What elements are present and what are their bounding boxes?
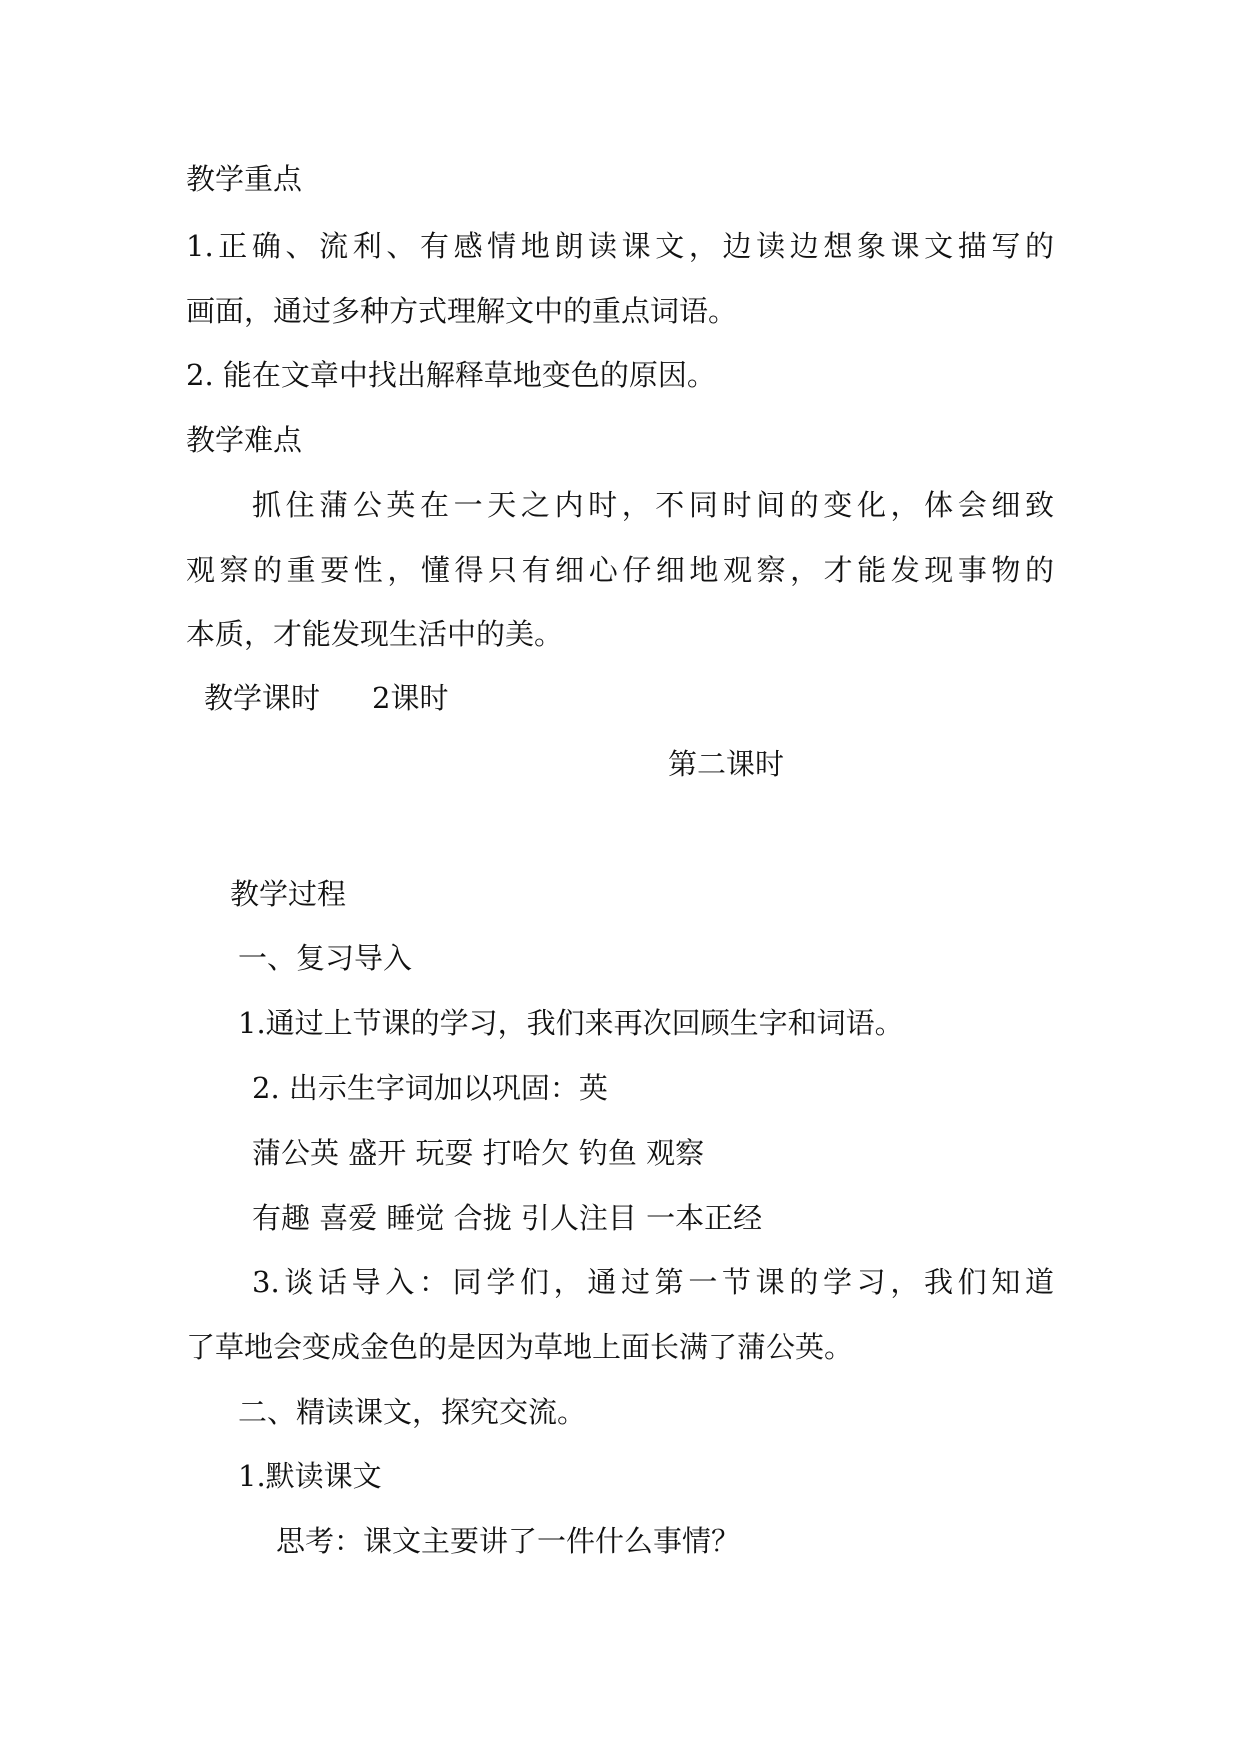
lesson-title: 第二课时 (668, 747, 785, 781)
class-hours-row (204, 678, 448, 718)
process-heading: 教学过程 (230, 877, 347, 911)
section-1-step-2: 2. 出示生字词加以巩固：英 (252, 1071, 608, 1105)
vocabulary-row-1: 蒲公英 盛开 玩耍 打哈欠 钓鱼 观察 (252, 1136, 705, 1170)
section-1-step-1: 1.通过上节课的学习，我们来再次回顾生字和词语。 (238, 1006, 904, 1040)
key-point-1-line-2: 画面，通过多种方式理解文中的重点词语。 (186, 294, 738, 328)
key-point-2: 2. 能在文章中找出解释草地变色的原因。 (186, 358, 716, 392)
key-point-1-line-1: 1.正确、流利、有感情地朗读课文，边读边想象课文描写的 (186, 229, 1054, 263)
class-hours-label: 教学课时 (204, 681, 321, 715)
section-1-title: 一、复习导入 (238, 941, 413, 975)
section-1-step-3-line-1: 3.谈话导入：同学们，通过第一节课的学习，我们知道 (252, 1265, 1054, 1299)
difficulties-paragraph-line-2: 观察的重要性，懂得只有细心仔细地观察，才能发现事物的 (186, 553, 1054, 587)
vocabulary-row-2: 有趣 喜爱 睡觉 合拢 引人注目 一本正经 (252, 1201, 763, 1235)
key-points-heading: 教学重点 (186, 162, 303, 196)
difficulties-paragraph-line-1: 抓住蒲公英在一天之内时，不同时间的变化，体会细致 (252, 488, 1054, 522)
section-2-title: 二、精读课文，探究交流。 (238, 1395, 587, 1429)
difficulties-heading: 教学难点 (186, 423, 303, 457)
section-2-step-1: 1.默读课文 (238, 1459, 382, 1493)
thinking-question: 思考：课文主要讲了一件什么事情？ (276, 1524, 741, 1558)
class-hours-value: 2课时 (372, 681, 449, 715)
difficulties-paragraph-line-3: 本质，才能发现生活中的美。 (186, 617, 564, 651)
section-1-step-3-line-2: 了草地会变成金色的是因为草地上面长满了蒲公英。 (186, 1330, 854, 1364)
